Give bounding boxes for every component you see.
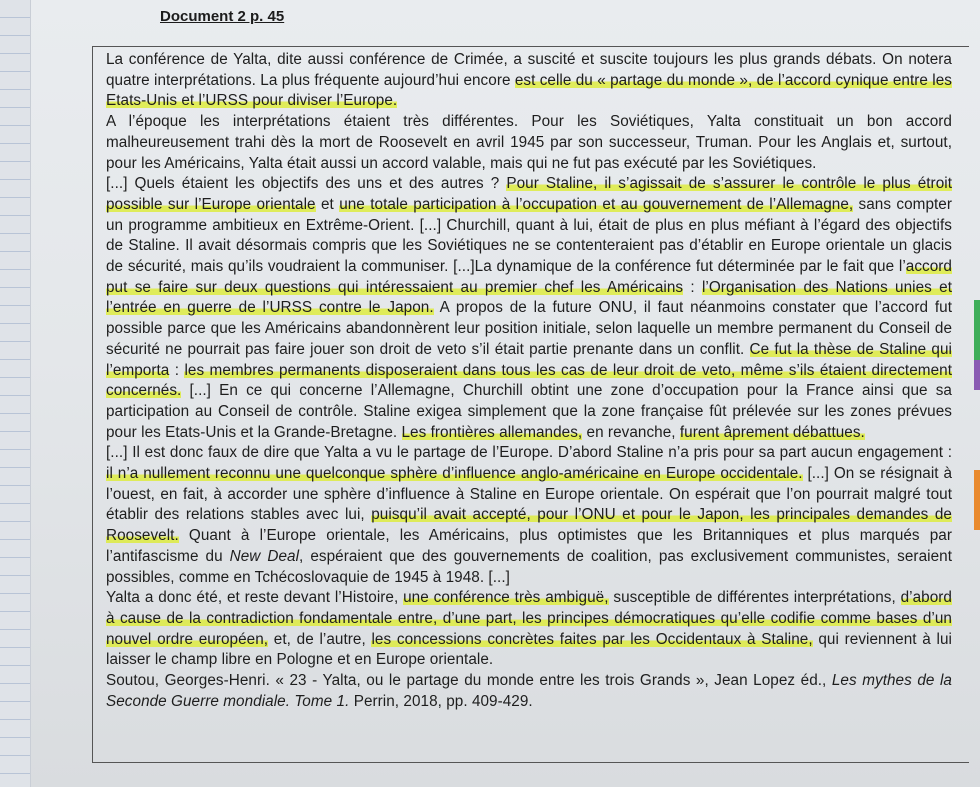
paragraph-text: sans compter un programme ambitieux en Extrême-Orient. [...] Churchill, quant à lui, était de plus en plus méfiant à l’égard des objectifs de Staline. Il avait désormais compris que les Soviétiques ne se contenteraient pas d’établir en Europe orientale un glacis de sécurité, mais qu’ils voudraient la communiser. [...]La dynamique de la conférence fut déterminée par le fait que l’ [106,195,952,276]
highlighted-text: une conférence très ambiguë, [403,589,609,607]
paragraph [106,50,952,112]
highlighted-text: d’abord à cause de la contradiction fondamentale entre, d’une part, les principes démocratiques qu’elle codifie comme bases d’un nouvel ordre européen, [106,589,952,648]
source-citation [106,671,952,712]
paragraph-text: et, de l’autre, [268,630,372,648]
paragraph-text: qui reviennent à lui laisser le champ libre en Pologne et en Europe orientale. [106,630,952,669]
paragraph-text: A l’époque les interprétations étaient très différentes. Pour les Soviétiques, Yalta constituait un bon accord malheureusement trahi dès la mort de Roosevelt en avril 1945 par son successeur, Truman. Pour les Anglais et, surtout, pour les Américains, Yalta était aussi un accord valable, mais qui ne fut pas exécuté par les Soviétiques. [106,113,952,172]
paragraph-text: La conférence de Yalta, dite aussi conférence de Crimée, a suscité et suscite toujours les plus grands débats. On notera quatre interprétations. La plus fréquente aujourd’hui encore [106,51,952,89]
source-book-title: Les mythes de la Seconde Guerre mondiale. Tome 1. [106,672,952,710]
source-suffix: Perrin, 2018, pp. 409-429. [349,692,533,710]
paragraph-text: en revanche, [582,423,680,441]
notebook-margin [0,0,31,787]
highlighted-text: Les frontières allemandes, [401,423,583,441]
highlighted-text: Ce fut la thèse de Staline qui l’emporta [106,340,952,379]
highlighted-text: puisqu’il avait accepté, pour l’ONU et pour le Japon, les principales demandes de Roosevelt. [106,506,952,545]
source-prefix: Soutou, Georges-Henri. « 23 - Yalta, ou le partage du monde entre les trois Grands », Jean Lopez éd., [106,672,832,690]
paragraph-text: Yalta a donc été, et reste devant l’Histoire, [106,589,404,607]
paragraph-text: [...] Quels étaient les objectifs des uns et des autres ? [106,175,507,193]
paragraph-text: [...] On se résignait à l’ouest, en fait, à accorder une sphère d’influence à Staline en Europe orientale. On espérait que l’on pourrait malgré tout établir des relations stables avec lui, [106,465,953,524]
paragraph-text: susceptible de différentes interprétations, [608,589,901,607]
document-text [106,50,952,713]
paragraph [106,174,952,443]
green-tab-marker [974,300,980,360]
paragraph-text: A propos de la future ONU, il faut néanmoins constater que l’accord fut possible parce que les Américains abandonnèrent leur position initiale, selon laquelle un membre permanent du Conseil de sécurité ne pourrait pas faire jouer son droit de veto s’il était partie prenante dans un conflit. [106,299,952,358]
highlighted-text: est celle du « partage du monde », de l’accord cynique entre les Etats-Unis et l’URSS pour diviser l’Europe. [106,71,952,110]
highlighted-text: furent âprement débattues. [679,423,865,441]
paragraph-text: , espéraient que des gouvernements de coalition, pas exclusivement communistes, seraient possibles, comme en Tchécoslovaquie de 1945 à 1948. [...] [106,547,952,586]
paragraph-text: et [315,195,340,213]
paragraph-text: [...] Il est donc faux de dire que Yalta a vu le partage de l’Europe. D’abord Staline n’a pris pour sa part aucun engagement : [106,444,952,462]
highlighted-text: Pour Staline, il s’agissait de s’assurer le contrôle le plus étroit possible sur l’Europe orientale [106,175,953,213]
document-title: Document 2 p. 45 [160,8,285,25]
orange-tab-marker [974,470,980,530]
highlighted-text: accord put se faire sur deux questions qui intéressaient au premier chef les Américains [106,258,952,296]
highlighted-text: une totale participation à l’occupation et au gouvernement de l’Allemagne, [339,195,854,213]
paragraph-text: New Deal [229,547,300,565]
paragraph [106,112,952,174]
paragraph-text: [...] En ce qui concerne l’Allemagne, Churchill obtint une zone d’occupation pour la France ainsi que sa participation au Conseil de contrôle. Staline exigea simplement que la zone française fût prélevée sur les zones prévues pour les Etats-Unis et la Grande-Bretagne. [106,382,952,441]
paragraph-text: Quant à l’Europe orientale, les Américains, plus optimistes que les Britanniques et plus marqués par l’antifascisme du [106,527,952,565]
paragraph [106,588,952,671]
highlighted-text: il n’a nullement reconnu une quelconque sphère d’influence anglo-américaine en Europe occidentale. [106,465,803,483]
purple-tab-marker [974,360,980,390]
highlighted-text: l’Organisation des Nations unies et l’entrée en guerre de l’URSS contre le Japon. [106,278,952,317]
highlighted-text: les concessions concrètes faites par les Occidentaux à Staline, [371,630,813,648]
paragraphs [106,50,952,671]
paragraph-text: : [169,361,185,379]
paragraph [106,443,952,588]
paragraph-text: : [683,278,702,296]
highlighted-text: les membres permanents disposeraient dans tous les cas de leur droit de veto, même s’ils étaient directement concernés. [106,361,952,400]
